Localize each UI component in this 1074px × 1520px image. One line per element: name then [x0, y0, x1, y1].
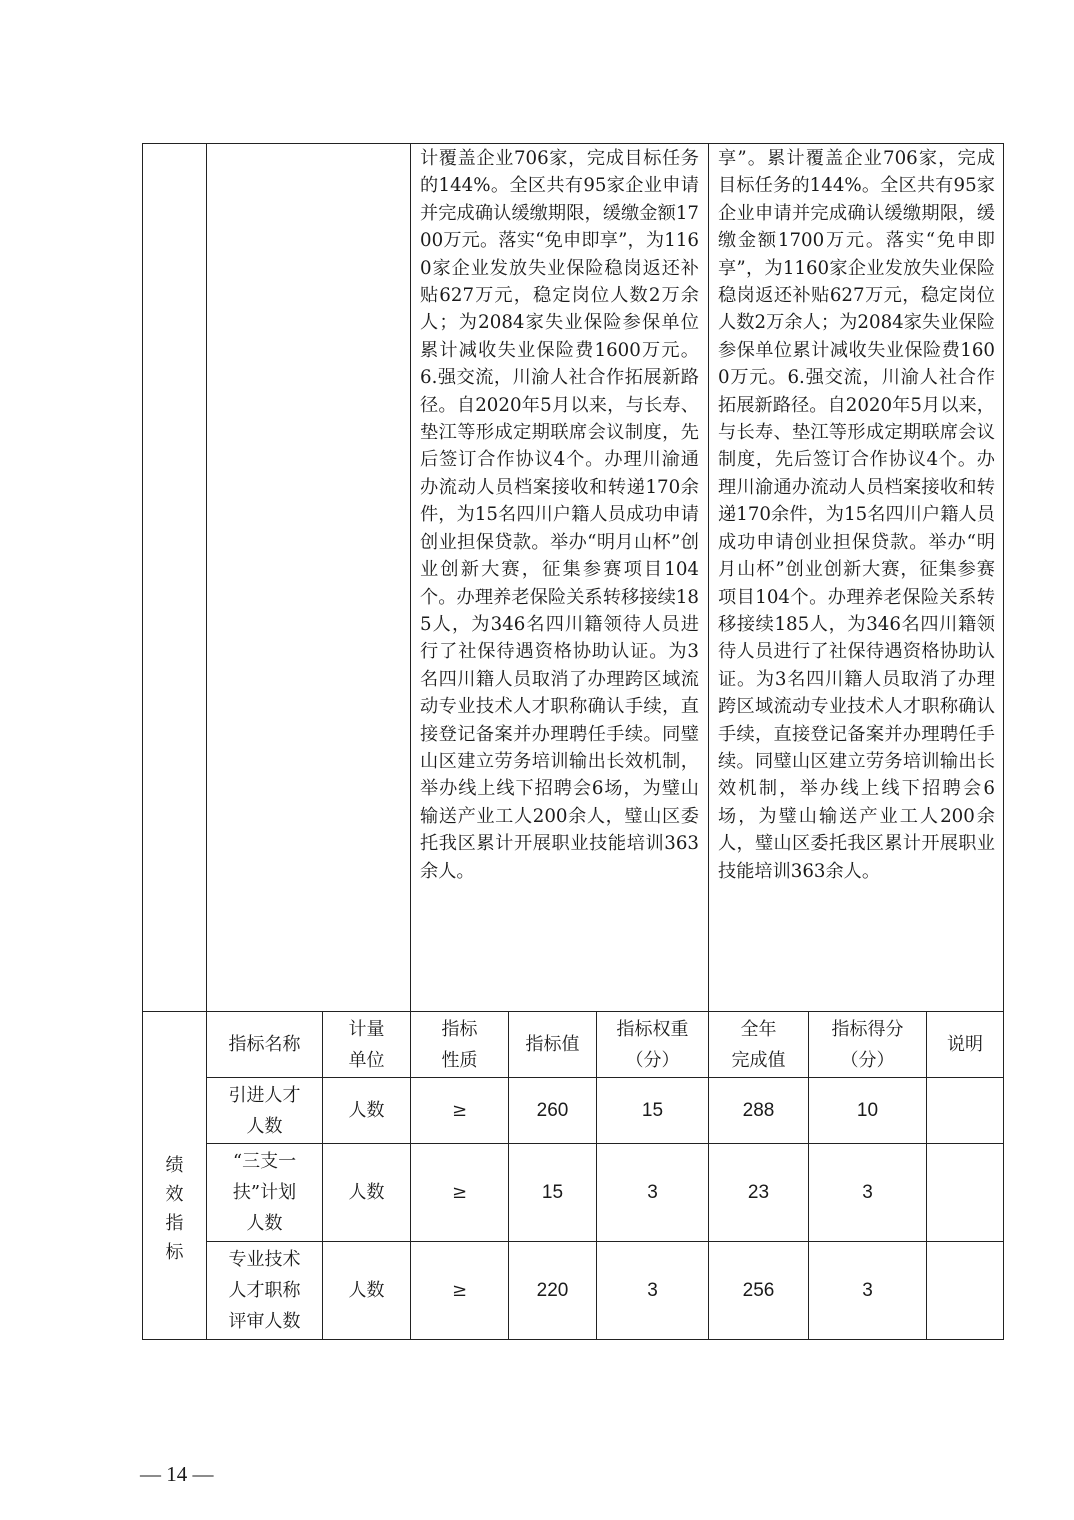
cell-name: [207, 1242, 322, 1339]
cell-text: 扶”计划: [232, 1182, 297, 1203]
header-line: 全年: [740, 1018, 777, 1040]
cell-nature: [411, 1078, 508, 1143]
cell-text: 人数: [348, 1182, 385, 1203]
cell-value: [509, 1242, 596, 1339]
header-score: [809, 1012, 926, 1077]
cell-text: “三支一: [232, 1151, 297, 1172]
cell-score: [809, 1144, 926, 1241]
cell-note: [927, 1078, 1003, 1143]
header-line: 指标名称: [228, 1034, 301, 1055]
table-top-border: [142, 143, 1004, 144]
cell-text: 引进人才: [228, 1084, 301, 1106]
cell-text: 3: [647, 1182, 658, 1203]
cell-text: 人才职称: [228, 1280, 301, 1301]
cell-text: 288: [742, 1100, 775, 1121]
cell-text: 256: [742, 1280, 775, 1301]
cell-text: 220: [536, 1280, 569, 1301]
header-line: 计量: [348, 1018, 385, 1040]
cell-weight: [597, 1078, 708, 1143]
cell-text: 3: [862, 1182, 873, 1203]
cell-text: 评审人数: [228, 1311, 301, 1332]
header-line: （分）: [625, 1049, 680, 1071]
cell-score: [809, 1078, 926, 1143]
header-line: 说明: [947, 1034, 983, 1055]
cell-text: 15: [541, 1182, 564, 1203]
cell-text: 人数: [348, 1280, 385, 1301]
header-nature: [411, 1012, 508, 1077]
header-weight: [597, 1012, 708, 1077]
header-line: 指标值: [525, 1034, 580, 1055]
cell-value: [509, 1078, 596, 1143]
cell-text: 15: [641, 1100, 664, 1121]
cell-text: 人数: [246, 1213, 283, 1234]
cell-text: ≥: [451, 1182, 468, 1203]
progress-text-left: 计覆盖企业706家，完成目标任务的144%。全区共有95家企业申请并完成确认缓缴期限，缓缴金额1700万元。落实“免申即享”，为1160家企业发放失业保险稳岗返还补贴627万元，稳定岗位人数2万余人；为2084家失业保险参保单位累计减收失业保险费1600万元。6.强交流，川渝人社合作拓展新路径。自2020年5月以来，与长寿、垫江等形成定期联席会议制度，先后签订合作协议4个。办理川渝通办流动人员档案接收和转递170余件，为15名四川户籍人员成功申请创业担保贷款。举办“明月山杯”创业创新大赛，征集参赛项目104个。办理养老保险关系转移接续185人，为346名四川籍领待人员进行了社保待遇资格协助认证。为3名四川籍人员取消了办理跨区域流动专业技术人才职称确认手续，直接登记备案并办理聘任手续。同璧山区建立劳务培训输出长效机制，举办线上线下招聘会6场，为璧山输送产业工人200余人，璧山区委托我区累计开展职业技能培训363余人。: [420, 148, 699, 882]
header-target-value: [509, 1012, 596, 1077]
header-line: 单位: [348, 1049, 385, 1071]
header-line: 指标权重: [616, 1018, 689, 1040]
section-label-char: 效: [165, 1183, 184, 1205]
cell-text: 10: [856, 1100, 879, 1121]
cell-text: 人数: [348, 1100, 385, 1121]
section-label-char: 标: [165, 1241, 184, 1263]
header-unit: [323, 1012, 410, 1077]
section-label-char: 指: [165, 1212, 184, 1234]
cell-text: 260: [536, 1100, 569, 1121]
header-line: 指标: [441, 1018, 478, 1040]
cell-name: [207, 1078, 322, 1143]
header-line: 完成值: [731, 1049, 786, 1071]
cell-text: ≥: [451, 1280, 468, 1301]
cell-text: 23: [747, 1182, 770, 1203]
table-right-border: [1003, 143, 1004, 1339]
cell-weight: [597, 1242, 708, 1339]
header-line: 指标得分: [831, 1018, 904, 1040]
cell-text: 3: [862, 1280, 873, 1301]
cell-nature: [411, 1144, 508, 1241]
cell-completion: [709, 1078, 808, 1143]
performance-section-label: [143, 1078, 206, 1339]
header-completion: [709, 1012, 808, 1077]
cell-completion: [709, 1242, 808, 1339]
cell-weight: [597, 1144, 708, 1241]
cell-text: 人数: [246, 1115, 283, 1137]
cell-value: [509, 1144, 596, 1241]
cell-nature: [411, 1242, 508, 1339]
section-label-char: 绩: [165, 1154, 184, 1176]
progress-text-right: 享”。累计覆盖企业706家，完成目标任务的144%。全区共有95家企业申请并完成确认缓缴期限，缓缴金额1700万元。落实“免申即享”，为1160家企业发放失业保险稳岗返还补贴627万元，稳定岗位人数2万余人；为2084家失业保险参保单位累计减收失业保险费1600万元。6.强交流，川渝人社合作拓展新路径。自2020年5月以来，与长寿、垫江等形成定期联席会议制度，先后签订合作协议4个。办理川渝通办流动人员档案接收和转递170余件，为15名四川户籍人员成功申请创业担保贷款。举办“明月山杯”创业创新大赛，征集参赛项目104个。办理养老保险关系转移接续185人，为346名四川籍领待人员进行了社保待遇资格协助认证。为3名四川籍人员取消了办理跨区域流动专业技术人才职称确认手续，直接登记备案并办理聘任手续。同璧山区建立劳务培训输出长效机制，举办线上线下招聘会6场，为璧山输送产业工人200余人，璧山区委托我区累计开展职业技能培训363余人。: [718, 148, 995, 882]
cell-note: [927, 1242, 1003, 1339]
table-bottom-border: [142, 1339, 1004, 1340]
cell-text: 专业技术: [228, 1249, 301, 1270]
cell-text: 3: [647, 1280, 658, 1301]
cell-unit: [323, 1144, 410, 1241]
cell-name: [207, 1144, 322, 1241]
page-number: — 14 —: [140, 1462, 214, 1486]
cell-note: [927, 1144, 1003, 1241]
cell-text: ≥: [451, 1100, 468, 1121]
header-indicator-name: [207, 1012, 322, 1077]
header-note: [927, 1012, 1003, 1077]
header-line: 性质: [441, 1049, 478, 1071]
cell-unit: [323, 1078, 410, 1143]
cell-unit: [323, 1242, 410, 1339]
header-line: （分）: [840, 1049, 895, 1071]
cell-score: [809, 1242, 926, 1339]
cell-completion: [709, 1144, 808, 1241]
